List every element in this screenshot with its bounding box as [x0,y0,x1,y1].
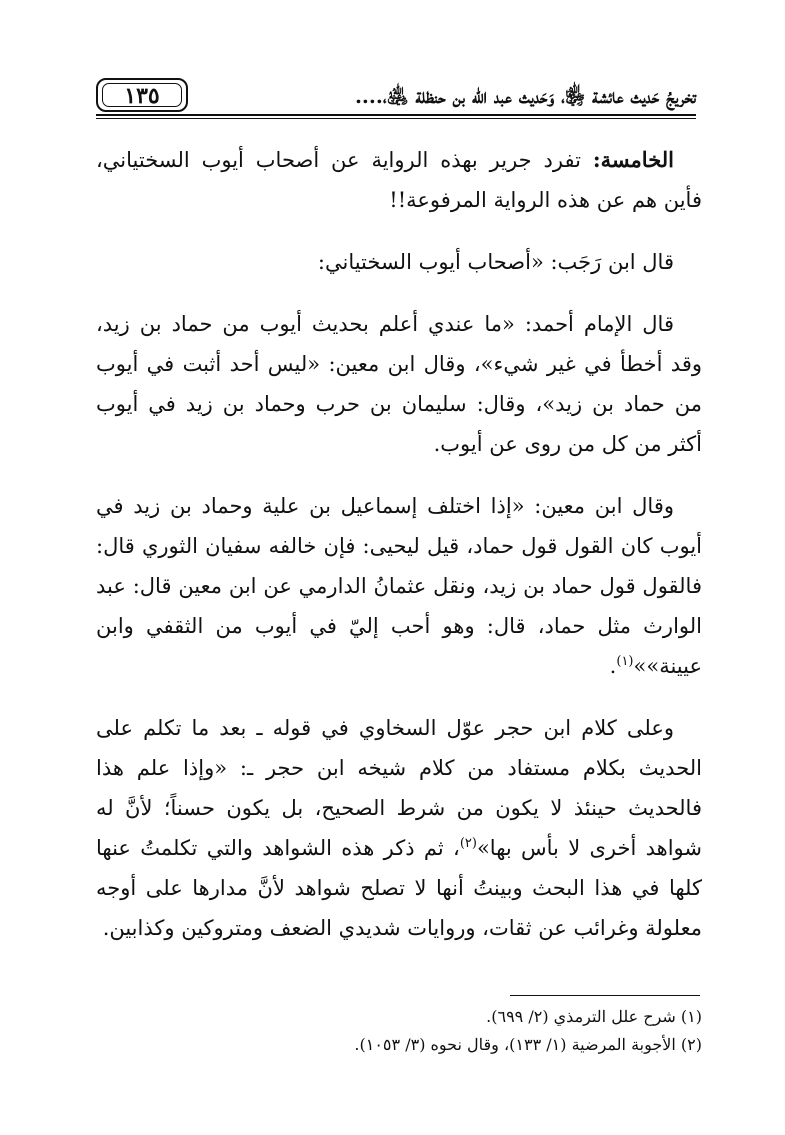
main-text [96,140,702,970]
running-title: تخريجُ حَديث عائشة ﵂، وَحَديث عبد الله بن حنظلة ﵁،.... [354,84,696,108]
paragraph-4 [96,486,702,686]
paragraph-5 [96,708,702,948]
paragraph-1 [96,140,702,220]
footnote-1: (١) شرح علل الترمذي (٢/ ٦٩٩). [486,1007,702,1026]
paragraph-tail: ، ثم ذكر هذه الشواهد والتي تكلمتُ عنها كلها في هذا البحث وبينتُ أنها لا تصلح شواهد لأنَّ مدارها على أوجه معلولة وغرائب عن ثقات، وروايات شديدي الضعف ومتروكين وكذابين. [96,836,702,940]
footnote-2: (٢) الأجوبة المرضية (١/ ١٣٣)، وقال نحوه (٣/ ١٠٥٣). [354,1035,702,1054]
footnote-ref-2[interactable]: (٢) [459,836,477,851]
page-number-frame [96,78,188,112]
header-rule [96,114,696,116]
paragraph-text: تفرد جرير بهذه الرواية عن أصحاب أيوب السختياني، فأين هم عن هذه الرواية المرفوعة!! [96,148,702,212]
paragraph-lead: الخامسة: [592,147,674,172]
footnotes [96,1003,702,1059]
header-rule-thin [96,118,696,119]
paragraph-text: قال الإمام أحمد: «ما عندي أعلم بحديث أيوب من حماد بن زيد، وقد أخطأ في غير شيء»، وقال ابن معين: «ليس أحد أثبت في أيوب من حماد بن زيد»، وقال: سليمان بن حرب وحماد بن زيد في أيوب أكثر من كل من روى عن أيوب. [96,312,702,456]
paragraph-text: قال ابن رَجَب: «أصحاب أيوب السختياني: [317,250,674,274]
paragraph-2 [96,242,702,282]
footnote-rule [510,995,700,996]
paragraph-tail: . [609,654,617,678]
paragraph-3 [96,304,702,464]
paragraph-text: وعلى كلام ابن حجر عوّل السخاوي في قوله ـ بعد ما تكلم على الحديث بكلام مستفاد من كلام شيخه ابن حجر ـ: «وإذا علم هذا فالحديث حينئذ لا يكون من شرط الصحيح، بل يكون حسناً؛ لأنَّ له شواهد أخرى لا بأس بها» [96,716,702,860]
page-number: ١٣٥ [124,83,160,109]
paragraph-text: وقال ابن معين: «إذا اختلف إسماعيل بن علية وحماد بن زيد في أيوب كان القول قول حماد، قيل ليحيى: فإن خالفه سفيان الثوري قال: فالقول قول حماد بن زيد، ونقل عثمانُ الدارمي عن ابن معين قال: عبد الوارث مثل حماد، قال: وهو أحب إليّ في أيوب من الثقفي وابن عيينة»» [96,494,702,678]
footnote-ref-1[interactable]: (١) [616,654,634,669]
running-header [96,78,696,118]
